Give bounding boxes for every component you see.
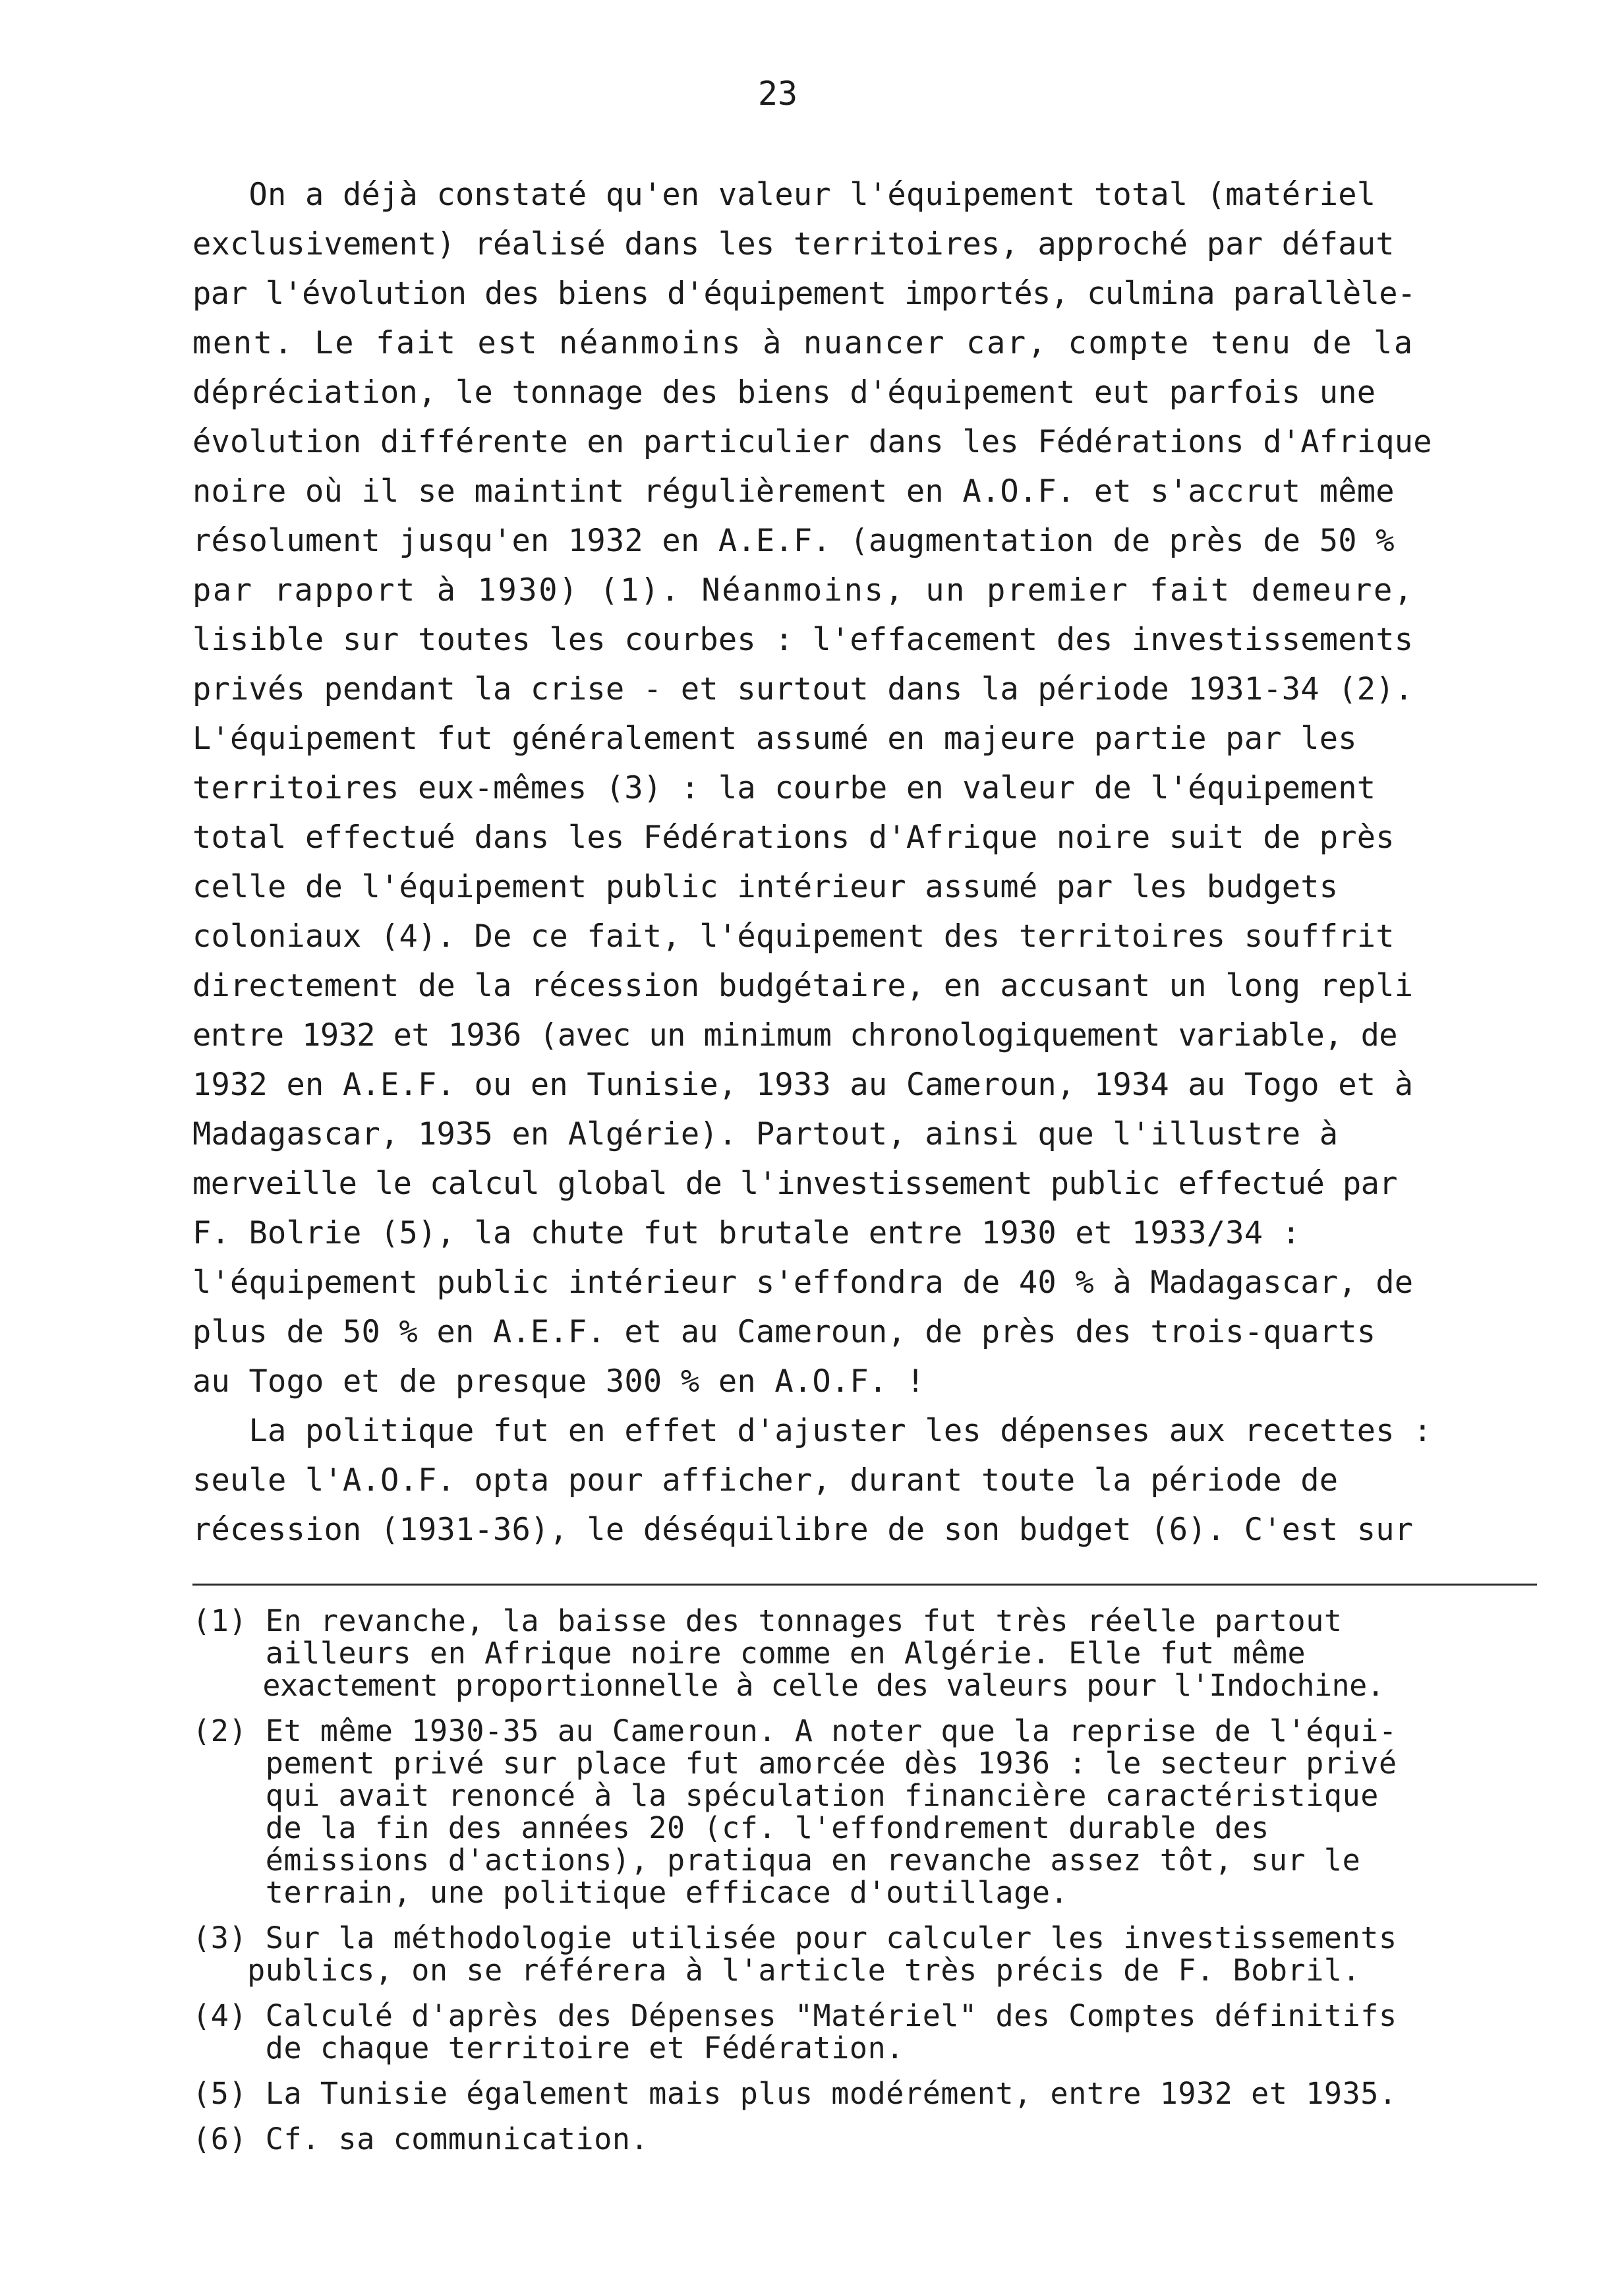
text-line: dépréciation, le tonnage des biens d'équipement eut parfois une	[192, 374, 1376, 411]
text-line: noire où il se maintint régulièrement en A.O.F. et s'accrut même	[192, 473, 1395, 510]
text-line: entre 1932 et 1936 (avec un minimum chronologiquement variable, de	[192, 1017, 1397, 1054]
text-line: F. Bolrie (5), la chute fut brutale entre 1930 et 1933/34 :	[192, 1215, 1301, 1251]
footnote-line: exactement proportionnelle à celle des valeurs pour l'Indochine.	[192, 1668, 1385, 1703]
text-line: exclusivement) réalisé dans les territoires, approché par défaut	[192, 226, 1395, 262]
footnote-line: (3) Sur la méthodologie utilisée pour calculer les investissements	[192, 1920, 1397, 1955]
footnote-1	[192, 1605, 1603, 1702]
text-line: directement de la récession budgétaire, en accusant un long repli	[192, 968, 1414, 1004]
text-line: l'équipement public intérieur s'effondra de 40 % à Madagascar, de	[192, 1264, 1414, 1301]
text-line: territoires eux-mêmes (3) : la courbe en valeur de l'équipement	[192, 770, 1376, 806]
footnote-line: émissions d'actions), pratiqua en revanche assez tôt, sur le	[192, 1843, 1361, 1878]
footnote-line: (2) Et même 1930-35 au Cameroun. A noter que la reprise de l'équi-	[192, 1713, 1397, 1748]
text-line: L'équipement fut généralement assumé en majeure partie par les	[192, 721, 1357, 757]
text-line: privés pendant la crise - et surtout dans la période 1931-34 (2).	[192, 671, 1414, 707]
text-line: 1932 en A.E.F. ou en Tunisie, 1933 au Cameroun, 1934 au Togo et à	[192, 1067, 1414, 1103]
footnote-line: de chaque territoire et Fédération.	[192, 2031, 904, 2066]
text-line: ment. Le fait est néanmoins à nuancer car, compte tenu de la	[192, 325, 1414, 361]
main-text	[192, 170, 1603, 1555]
footnote-line: terrain, une politique efficace d'outillage.	[192, 1875, 1069, 1910]
text-line: lisible sur toutes les courbes : l'effacement des investissements	[192, 622, 1414, 658]
text-line: par rapport à 1930) (1). Néanmoins, un premier fait demeure,	[192, 572, 1414, 609]
footnote-line: ailleurs en Afrique noire comme en Algérie. Elle fut même	[192, 1636, 1306, 1671]
footnote-line: (1) En revanche, la baisse des tonnages fut très réelle partout	[192, 1603, 1343, 1638]
page-number: 23	[757, 74, 798, 113]
text-line: récession (1931-36), le déséquilibre de son budget (6). C'est sur	[192, 1512, 1414, 1548]
footnote-line: de la fin des années 20 (cf. l'effondrement durable des	[192, 1810, 1269, 1845]
footnotes	[192, 1605, 1603, 2155]
text-line: évolution différente en particulier dans les Fédérations d'Afrique	[192, 424, 1432, 460]
footnote-line: qui avait renoncé à la spéculation financière caractéristique	[192, 1778, 1379, 1813]
footnote-line: (4) Calculé d'après des Dépenses "Matériel" des Comptes définitifs	[192, 1998, 1397, 2033]
text-line: coloniaux (4). De ce fait, l'équipement des territoires souffrit	[192, 918, 1395, 955]
text-line: par l'évolution des biens d'équipement importés, culmina parallèle-	[192, 276, 1416, 312]
text-line: Madagascar, 1935 en Algérie). Partout, ainsi que l'illustre à	[192, 1116, 1339, 1152]
text-line: seule l'A.O.F. opta pour afficher, durant toute la période de	[192, 1462, 1339, 1499]
footnote-2	[192, 1715, 1603, 1909]
text-line: La politique fut en effet d'ajuster les dépenses aux recettes :	[192, 1413, 1432, 1449]
footnote-5	[192, 2077, 1603, 2110]
text-line: On a déjà constaté qu'en valeur l'équipement total (matériel	[192, 177, 1376, 213]
text-line: merveille le calcul global de l'investissement public effectué par	[192, 1166, 1397, 1202]
footnote-line: pement privé sur place fut amorcée dès 1936 : le secteur privé	[192, 1746, 1397, 1781]
footnote-line: publics, on se référera à l'article très précis de F. Bobril.	[192, 1953, 1361, 1988]
footnote-3	[192, 1922, 1603, 1986]
footnote-line: (5) La Tunisie également mais plus modérément, entre 1932 et 1935.	[192, 2076, 1397, 2111]
text-line: total effectué dans les Fédérations d'Afrique noire suit de près	[192, 819, 1395, 856]
text-line: celle de l'équipement public intérieur assumé par les budgets	[192, 869, 1339, 905]
text-line: résolument jusqu'en 1932 en A.E.F. (augmentation de près de 50 %	[192, 523, 1395, 559]
footnote-4	[192, 2000, 1603, 2064]
footnote-divider	[192, 1584, 1537, 1586]
text-line: plus de 50 % en A.E.F. et au Cameroun, de près des trois-quarts	[192, 1314, 1376, 1350]
text-line: au Togo et de presque 300 % en A.O.F. !	[192, 1363, 925, 1400]
footnote-line: (6) Cf. sa communication.	[192, 2122, 649, 2156]
footnote-6	[192, 2123, 1603, 2155]
